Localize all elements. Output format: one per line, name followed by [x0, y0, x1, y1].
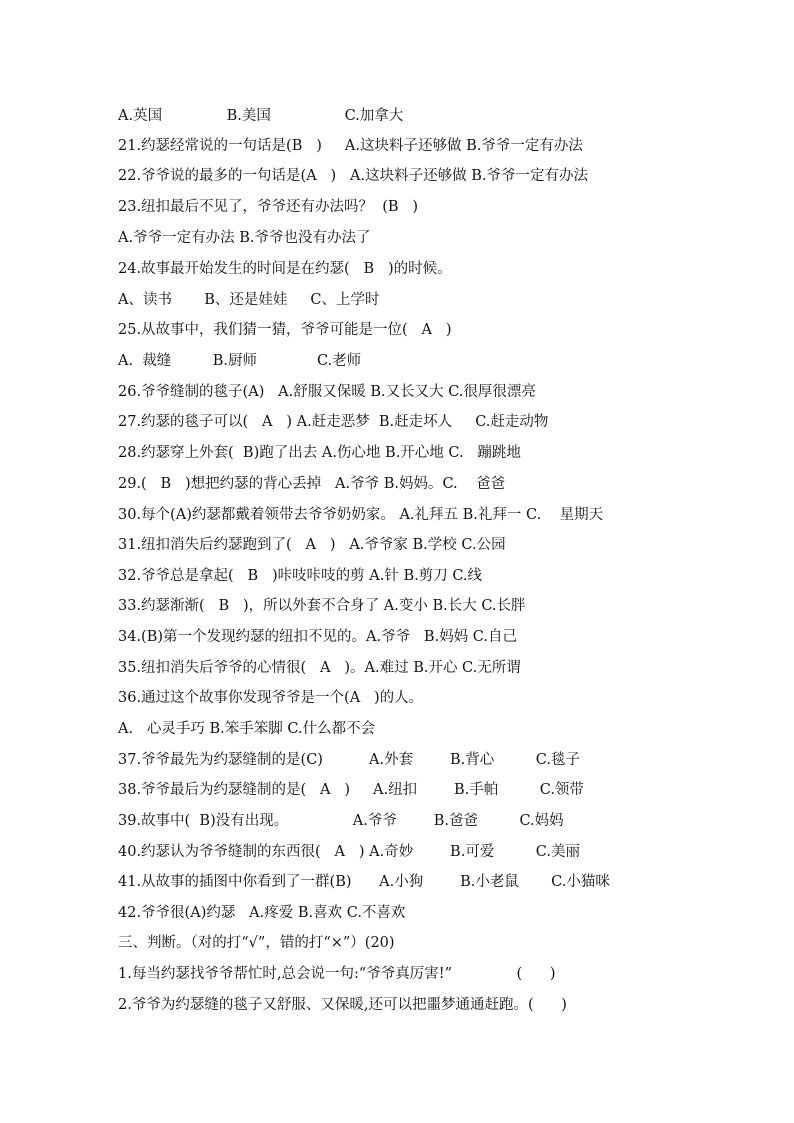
- question-26: 26.爷爷缝制的毯子(A) A.舒服又保暖 B.又长又大 C.很厚很漂亮: [118, 384, 536, 400]
- question-31: 31.纽扣消失后约瑟跑到了( A ) A.爷爷家 B.学校 C.公园: [118, 537, 506, 553]
- question-37: 37.爷爷最先为约瑟缝制的是(C) A.外套 B.背心 C.毯子: [118, 752, 580, 768]
- judgment-2: 2.爷爷为约瑟缝的毯子又舒服、又保暖,还可以把噩梦通通赶跑。( ): [118, 997, 567, 1013]
- question-32: 32.爷爷总是拿起( B )咔吱咔吱的剪 A.针 B.剪刀 C.线: [118, 568, 483, 584]
- question-25-options: A. 裁缝 B.厨师 C.老师: [118, 353, 362, 369]
- question-35: 35.纽扣消失后爷爷的心情很( A )。A.难过 B.开心 C.无所谓: [118, 660, 521, 676]
- question-23-options: A.爷爷一定有办法 B.爷爷也没有办法了: [118, 230, 371, 246]
- question-28: 28.约瑟穿上外套( B)跑了出去 A.伤心地 B.开心地 C. 蹦跳地: [118, 445, 521, 461]
- question-21: 21.约瑟经常说的一句话是(B ) A.这块料子还够做 B.爷爷一定有办法: [118, 138, 583, 154]
- question-24: 24.故事最开始发生的时间是在约瑟( B )的时候。: [118, 261, 452, 277]
- question-41: 41.从故事的插图中你看到了一群(B) A.小狗 B.小老鼠 C.小猫咪: [118, 874, 610, 890]
- question-40: 40.约瑟认为爷爷缝制的东西很( A ) A.奇妙 B.可爱 C.美丽: [118, 844, 580, 860]
- question-36-options: A. 心灵手巧 B.笨手笨脚 C.什么都不会: [118, 721, 376, 737]
- question-24-options: A、读书 B、还是娃娃 C、上学时: [118, 292, 380, 308]
- question-30: 30.每个(A)约瑟都戴着领带去爷爷奶奶家。 A.礼拜五 B.礼拜一 C. 星期天: [118, 507, 604, 523]
- question-34: 34.(B)第一个发现约瑟的纽扣不见的。A.爷爷 B.妈妈 C.自己: [118, 629, 517, 645]
- question-29: 29.( B )想把约瑟的背心丢掉 A.爷爷 B.妈妈。C. 爸爸: [118, 476, 506, 492]
- question-22: 22.爷爷说的最多的一句话是(A ) A.这块料子还够做 B.爷爷一定有办法: [118, 168, 588, 184]
- question-38: 38.爷爷最后为约瑟缝制的是( A ) A.纽扣 B.手帕 C.领带: [118, 782, 584, 798]
- answer-options-line: A.英国 B.美国 C.加拿大: [118, 108, 404, 124]
- question-39: 39.故事中( B)没有出现。 A.爷爷 B.爸爸 C.妈妈: [118, 813, 564, 829]
- judgment-1: 1.每当约瑟找爷爷帮忙时,总会说一句:“爷爷真厉害!” ( ): [118, 966, 556, 982]
- question-33: 33.约瑟渐渐( B )，所以外套不合身了 A.变小 B.长大 C.长胖: [118, 598, 526, 614]
- question-25: 25.从故事中，我们猜一猜，爷爷可能是一位( A ): [118, 322, 452, 338]
- section-3-heading: 三、判断。（对的打“√”，错的打“×”）(20): [118, 935, 395, 951]
- question-36: 36.通过这个故事你发现爷爷是一个(A )的人。: [118, 690, 424, 706]
- question-23: 23.纽扣最后不见了，爷爷还有办法吗？ (B ): [118, 199, 419, 215]
- question-27: 27.约瑟的毯子可以( A ) A.赶走恶梦 B.赶走坏人 C.赶走动物: [118, 414, 549, 430]
- question-42: 42.爷爷很(A)约瑟 A.疼爱 B.喜欢 C.不喜欢: [118, 905, 406, 921]
